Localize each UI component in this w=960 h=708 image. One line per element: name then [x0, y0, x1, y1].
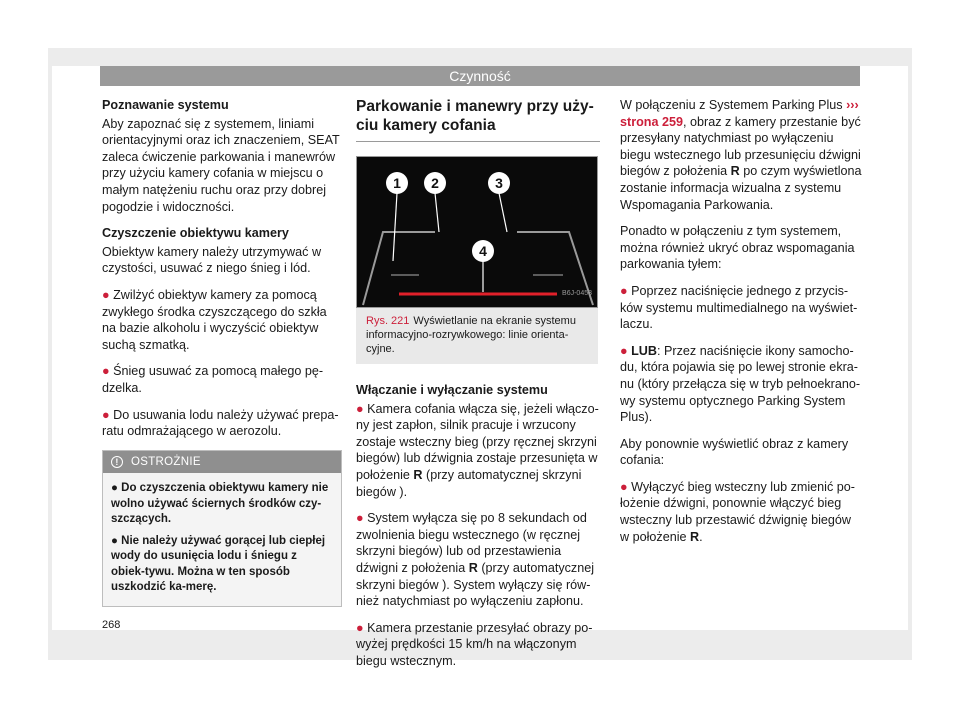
figure-code: B6J-0453 [562, 290, 592, 298]
bullet-icon: ● [102, 287, 110, 302]
list-item: ● Wyłączyć bieg wsteczny lub zmienić po-łożenie dźwigni, ponownie włączyć bieg wsteczny lub przestawić dźwignię biegów w położenie R. [620, 479, 855, 544]
callout-marker-2 [424, 172, 446, 194]
heading-lens-cleaning: Czyszczenie obiektywu kamery [102, 226, 289, 241]
figure-number: Rys. 221 [366, 315, 410, 327]
list-item: ● LUB: Przez naciśnięcie ikony samocho-du, która pojawia się po lewej stronie ekra-nu (który przełącza się w tryb pełnoekrano-wy systemu optycznego Parking System Plus). [620, 343, 861, 425]
bullet-icon: ● [620, 343, 628, 358]
paragraph-parking-plus: W połączeniu z Systemem Parking Plus ››› strona 259, obraz z kamery przestanie być przesyłany natychmiast po wyłączeniu biegu wstecznego lub przesunięciu dźwigni biegów z położenia R po czym wyświetlona zostanie informacja wizualna z systemu Wspomagania Parkowania. [620, 98, 862, 212]
warning-box [102, 450, 342, 607]
warning-header [103, 451, 341, 474]
list-item: ● Do czyszczenia obiektywu kamery nie wolno używać ściernych środków czy-szczących. [111, 482, 329, 526]
section-title: Parkowanie i manewry przy uży-ciu kamery cofania [356, 97, 600, 142]
bullet-icon: ● [356, 620, 364, 635]
heading-on-off: Włączanie i wyłączanie systemu [356, 383, 548, 397]
callout-marker-1 [386, 172, 408, 194]
page-number: 268 [102, 619, 121, 631]
list-item: ● System wyłącza się po 8 sekundach od zwolnienia biegu wstecznego (w ręcznej skrzyni biegów) lub od przestawienia dźwigni z położenia R (przy automatycznej skrzyni biegów ). System wyłączy się rów-nież natychmiast po wyłączeniu zapłonu. [356, 511, 595, 609]
column-left [102, 97, 342, 607]
callout-line-1 [393, 193, 397, 261]
svg-text:4: 4 [479, 243, 487, 259]
paragraph-intro: Aby zapoznać się z systemem, liniami orientacyjnymi oraz ich znaczeniem, SEAT zaleca ćwiczenie parkowania i manewrów przy użyciu kamery cofania w miejscu o małym natężeniu ruchu oraz przy dobrej pogodzie i widoczności. [102, 116, 340, 214]
column-right [620, 97, 862, 555]
list-item: ● Do usuwania lodu należy używać prepa-ratu odmrażającego w aerozolu. [102, 407, 339, 439]
figure-caption: Rys. 221 Wyświetlanie na ekranie systemu informacyjno-rozrywkowego: linie orienta-cyjne. [356, 308, 598, 364]
list-item: ● Śnieg usuwać za pomocą małego pę-dzelka. [102, 364, 324, 395]
bullet-icon: ● [102, 407, 110, 422]
warning-body [103, 473, 341, 606]
svg-text:2: 2 [431, 175, 439, 191]
warning-icon: ! [111, 456, 123, 468]
warning-label: OSTROŻNIE [131, 455, 201, 468]
paragraph-hide-image: Ponadto w połączeniu z tym systemem, można również ukryć obraz wspomagania parkowania tyłem: [620, 224, 855, 272]
bullet-icon: ● [356, 511, 364, 526]
paragraph-lens: Obiektyw kamery należy utrzymywać w czystości, usuwać z niego śnieg i lód. [102, 244, 322, 276]
paragraph-redisplay: Aby ponownie wyświetlić obraz z kamery cofania: [620, 436, 849, 468]
list-item: ● Kamera przestanie przesyłać obrazy po-wyżej prędkości 15 km/h na włączonym biegu wstecznym. [356, 620, 593, 668]
bullet-icon: ● [356, 401, 364, 416]
svg-text:1: 1 [393, 175, 401, 191]
bullet-icon: ● [620, 479, 628, 494]
callout-line-2 [435, 193, 439, 232]
list-item: ● Kamera cofania włącza się, jeżeli włączo-ny jest zapłon, silnik pracuje i wrzucony zostaje wsteczny bieg (przy ręcznej skrzyni biegów) lub dźwignia zostaje przesunięta w położenie R (przy automatycznej skrzyni biegów ). [356, 401, 599, 499]
list-item: ● Nie należy używać gorącej lub ciepłej wody do usunięcia lodu i śniegu z obiek-tywu. Można w ten sposób uszkodzić ka-merę. [111, 534, 326, 594]
heading-system-intro: Poznawanie systemu [102, 98, 229, 112]
callout-marker-4 [472, 240, 494, 262]
callout-line-3 [499, 193, 507, 232]
bullet-icon: ● [111, 534, 118, 547]
bullet-icon: ● [620, 283, 628, 298]
list-item: ● Zwilżyć obiektyw kamery za pomocą zwykłego środka czyszczącego do szkła na bazie alkoholu i wyczyścić obiektyw suchą szmatką. [102, 287, 327, 352]
svg-text:3: 3 [495, 175, 503, 191]
bullet-icon: ● [102, 364, 110, 379]
bullet-icon: ● [111, 482, 118, 495]
page-header: Czynność [100, 66, 860, 86]
camera-display-figure [356, 156, 598, 308]
callout-marker-3 [488, 172, 510, 194]
list-item: ● Poprzez naciśnięcie jednego z przycis-ków systemu multimedialnego na wyświet-laczu. [620, 283, 858, 332]
column-middle [356, 97, 600, 680]
page-link[interactable]: ››› strona 259 [620, 98, 859, 129]
